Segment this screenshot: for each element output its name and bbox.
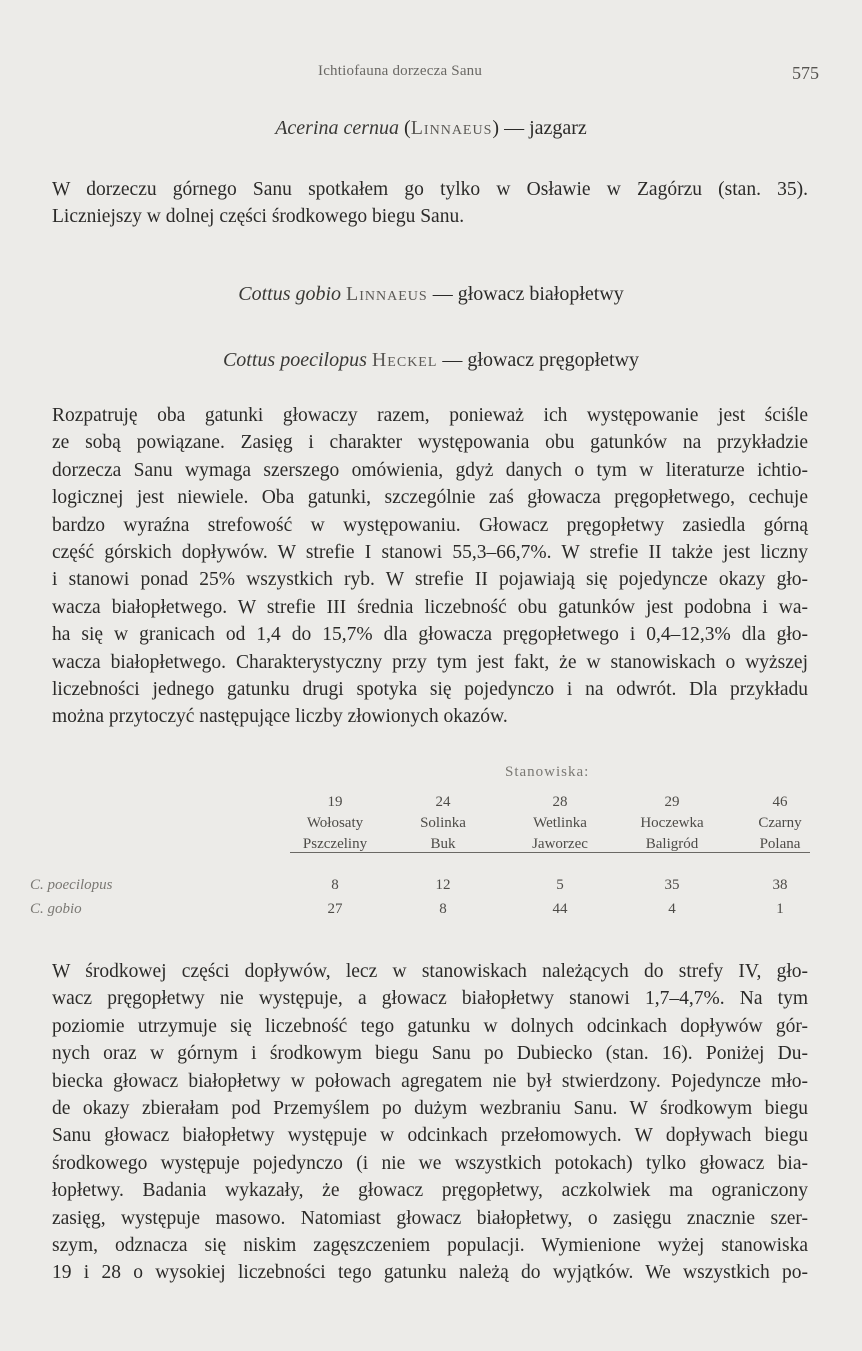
table-caption: Stanowiska: (505, 764, 590, 780)
table-cell: 8 (331, 877, 339, 893)
paragraph-cottus (52, 402, 808, 731)
station-place: Hoczewka (640, 815, 704, 831)
species-heading-cottus-poecilopus (0, 349, 862, 372)
species-latin-name: Acerina cernua (275, 117, 400, 139)
text-line: W dorzeczu górnego Sanu spotkałem go tylko w Osławie w Zagórzu (stan. 35). (52, 179, 808, 200)
station-place: Wołosaty (306, 815, 364, 831)
table-rule (290, 852, 810, 853)
table-cell: 8 (439, 901, 447, 917)
text-line: część górskich dopływów. W strefie I stanowi 55,3–66,7%. W strefie II także jest liczny (52, 542, 808, 564)
table-column-header (280, 792, 390, 855)
table-cell: 4 (668, 901, 676, 917)
text-line: de okazy zbierałam pod Przemyślem po dużym wezbraniu Sanu. W środkowym biegu (52, 1098, 808, 1120)
station-number: 19 (327, 794, 343, 810)
station-number: 29 (664, 794, 680, 810)
station-place: Solinka (420, 815, 466, 831)
table-column-header (725, 792, 835, 855)
species-author: Linnaeus (346, 283, 428, 305)
station-subplace: Baligród (645, 836, 699, 852)
species-common-name: głowacz białopłetwy (457, 283, 624, 305)
species-latin-name: Cottus gobio (238, 283, 342, 305)
paragraph-acerina (52, 176, 808, 231)
heading-dash: — (432, 283, 453, 305)
species-heading-acerina (0, 117, 862, 140)
station-subplace: Polana (759, 836, 801, 852)
species-common-name: głowacz pręgopłetwy (467, 349, 640, 371)
text-line: nych oraz w górnym i środkowym biegu Sanu po Dubiecko (stan. 16). Poniżej Du- (52, 1043, 808, 1065)
table-cell: 27 (327, 901, 343, 917)
table-cell: 35 (664, 877, 680, 893)
text-line: można przytoczyć następujące liczby złowionych okazów. (52, 706, 508, 728)
text-line: poziomie utrzymuje się liczebność tego gatunku w dolnych odcinkach dopływów gór- (52, 1015, 808, 1037)
row-label: C. poecilopus (30, 877, 113, 893)
text-line: Sanu głowacz białopłetwy występuje w odcinkach przełomowych. W dopływach biegu (52, 1125, 808, 1147)
station-subplace: Buk (430, 836, 456, 852)
paren-close: ) (492, 117, 500, 139)
table-column-header (617, 792, 727, 855)
table-cell: 1 (776, 901, 784, 917)
text-line: wacz pręgopłetwy nie występuje, a głowacz białopłetwy stanowi 1,7–4,7%. Na tym (52, 988, 808, 1010)
station-number: 46 (772, 794, 788, 810)
text-line: zasięg, występuje masowo. Natomiast głowacz białopłetwy, o zasięgu znacznie szer- (52, 1207, 808, 1229)
text-line: dorzecza Sanu wymaga szerszego omówienia, gdyż danych o tym w literaturze ichtio- (52, 459, 808, 481)
page-number: 575 (792, 63, 819, 83)
table-cell: 44 (552, 901, 568, 917)
paren-open: ( (404, 117, 411, 139)
text-line: liczebności jednego gatunku drugi spotyka się pojedynczo i na odwrót. Dla przykładu (52, 679, 808, 701)
species-author: Heckel (371, 349, 438, 371)
text-line: Liczniejszy w dolnej części środkowego biegu Sanu. (52, 206, 465, 228)
table-cell: 12 (435, 877, 451, 893)
table-cell: 38 (772, 877, 788, 893)
station-number: 24 (435, 794, 451, 810)
heading-dash: — (504, 117, 525, 139)
station-number: 28 (552, 794, 568, 810)
paragraph-distribution (52, 958, 808, 1287)
heading-dash: — (442, 349, 463, 371)
species-author: Linnaeus (410, 117, 493, 139)
station-place: Wetlinka (533, 815, 587, 831)
text-line: i stanowi ponad 25% wszystkich ryb. W strefie II pojawiają się pojedyncze okazy gło- (52, 569, 808, 591)
species-latin-name: Cottus poecilopus (222, 349, 367, 371)
text-line: wacza białopłetwego. Charakterystyczny przy tym jest fakt, że w stanowiskach o wyższej (52, 651, 808, 673)
species-heading-cottus-gobio (0, 283, 862, 306)
text-line: biecka głowacz białopłetwy w połowach agregatem nie był stwierdzony. Pojedyncze mło- (52, 1070, 808, 1092)
running-title: Ichtiofauna dorzecza Sanu (318, 63, 483, 79)
text-line: W środkowej części dopływów, lecz w stanowiskach należących do strefy IV, gło- (52, 961, 808, 982)
table-column-header (505, 792, 615, 855)
table-cell: 5 (556, 877, 564, 893)
station-place: Czarny (758, 815, 802, 831)
text-line: ha się w granicach od 1,4 do 15,7% dla głowacza pręgopłetwego i 0,4–12,3% dla gło- (52, 624, 808, 646)
running-header (0, 63, 862, 87)
text-line: szym, odznacza się niskim zagęszczeniem populacji. Wymienione wyżej stanowiska (52, 1235, 808, 1257)
station-subplace: Jaworzec (532, 836, 588, 852)
text-line: wacza białopłetwego. W strefie III średnia liczebność obu gatunków jest podobna i wa- (52, 596, 808, 618)
row-label: C. gobio (30, 901, 82, 917)
text-line: bardzo wyraźna strefowość w występowaniu. Głowacz pręgopłetwy zasiedla górną (52, 514, 808, 536)
text-line: Rozpatruję oba gatunki głowaczy razem, ponieważ ich występowanie jest ściśle (52, 405, 808, 426)
text-line: 19 i 28 o wysokiej liczebności tego gatunku należą do wyjątków. We wszystkich po- (52, 1262, 808, 1284)
text-line: logicznej jest niewiele. Oba gatunki, szczególnie zaś głowacza pręgopłetwego, cechuje (52, 487, 808, 509)
specimen-count-table (0, 760, 862, 930)
station-subplace: Pszczeliny (302, 836, 368, 852)
species-common-name: jazgarz (529, 117, 587, 139)
table-column-header (388, 792, 498, 855)
text-line: łopłetwy. Badania wykazały, że głowacz pręgopłetwy, aczkolwiek ma ograniczony (52, 1180, 808, 1202)
text-line: ze sobą powiązane. Zasięg i charakter występowania obu gatunków na przykładzie (52, 432, 808, 454)
text-line: środkowego występuje pojedynczo (i nie we wszystkich potokach) tylko głowacz bia- (52, 1152, 808, 1174)
